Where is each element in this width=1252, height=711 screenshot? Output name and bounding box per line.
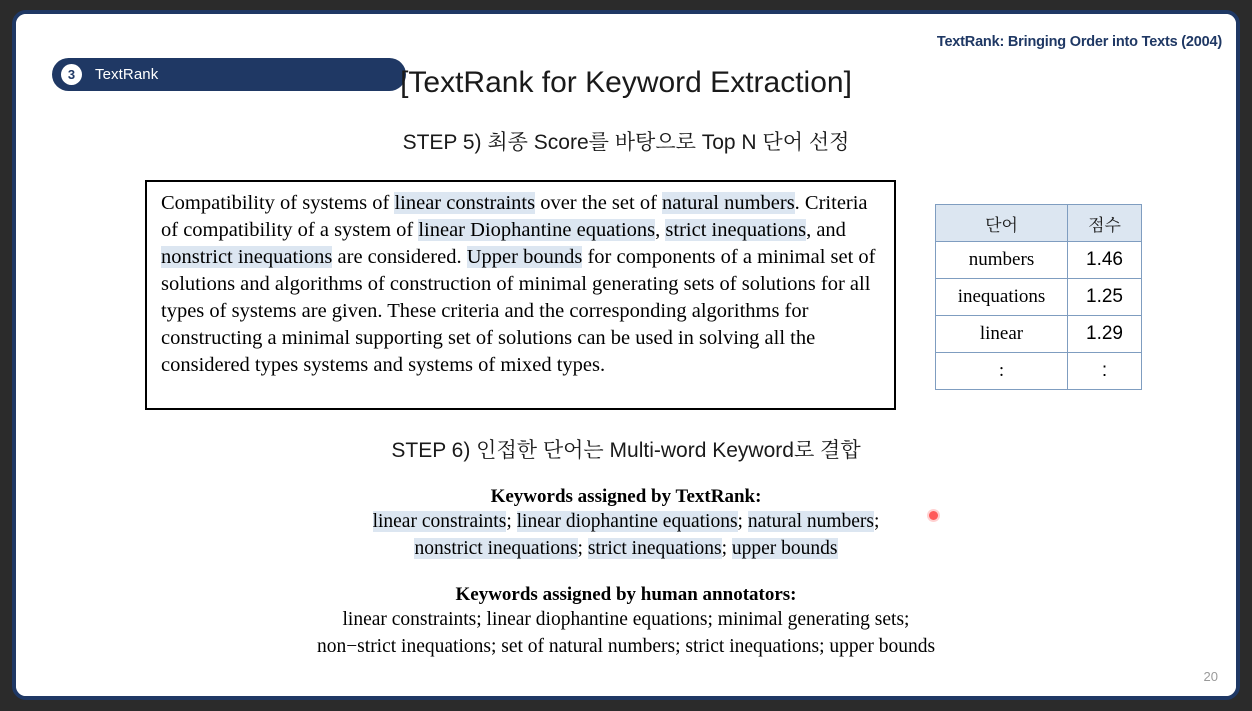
table-row (936, 242, 1142, 279)
text-run: , and (806, 219, 846, 242)
table-row (936, 316, 1142, 353)
highlighted-phrase: natural numbers (662, 192, 795, 214)
cell-word: linear (936, 316, 1068, 353)
cursor-pointer (929, 511, 938, 520)
human-keywords-list (16, 607, 1236, 661)
text-run: ; (721, 537, 732, 559)
paper-reference: TextRank: Bringing Order into Texts (2004) (936, 34, 1222, 50)
keyword-line (16, 607, 1236, 634)
textrank-keywords-heading: Keywords assigned by TextRank: (490, 486, 762, 507)
text-run: , (655, 219, 666, 242)
text-run: non−strict inequations; set of natural numbers; strict inequations; upper bounds (316, 635, 936, 657)
keyword-line (16, 536, 1236, 563)
abstract-text (161, 190, 882, 379)
table-row (936, 279, 1142, 316)
section-number-badge: 3 (61, 64, 82, 85)
highlighted-phrase: upper bounds (731, 537, 838, 559)
textrank-keywords-list (16, 509, 1236, 563)
text-run: Compatibility of systems of (161, 192, 395, 214)
abstract-text-box (145, 180, 896, 410)
highlighted-phrase: linear diophantine equations (516, 511, 738, 532)
column-header-word: 단어 (936, 205, 1068, 242)
keyword-line (16, 509, 1236, 536)
human-keywords-heading: Keywords assigned by human annotators: (455, 584, 797, 605)
section-label: TextRank (95, 66, 159, 83)
cell-score: 1.29 (1068, 316, 1142, 353)
step5-heading: STEP 5) 최종 Score를 바탕으로 Top N 단어 선정 (402, 131, 850, 154)
cell-score: 1.46 (1068, 242, 1142, 279)
text-run: ; (737, 511, 748, 532)
highlighted-phrase: linear Diophantine equations (418, 219, 656, 242)
cell-score: : (1068, 353, 1142, 390)
highlighted-phrase: nonstrict inequations (161, 246, 333, 269)
cell-word: inequations (936, 279, 1068, 316)
text-run: ; (874, 511, 880, 532)
highlighted-phrase: natural numbers (747, 511, 875, 532)
page-title: [TextRank for Keyword Extraction] (400, 66, 852, 99)
score-table (935, 204, 1142, 390)
highlighted-phrase: linear constraints (372, 511, 507, 532)
highlighted-phrase: Upper bounds (466, 246, 583, 269)
text-run: . Criteria of compatibility of a system of (161, 192, 868, 242)
cell-word: numbers (936, 242, 1068, 279)
text-run: are considered. (332, 246, 467, 269)
slide-canvas (16, 14, 1236, 696)
highlighted-phrase: strict inequations (665, 219, 807, 242)
column-header-score: 점수 (1068, 205, 1142, 242)
keyword-line (16, 634, 1236, 661)
table-row (936, 353, 1142, 390)
text-run: ; (577, 537, 588, 559)
cell-score: 1.25 (1068, 279, 1142, 316)
text-run: linear constraints; linear diophantine equations; minimal generating sets; (342, 609, 910, 630)
step6-heading: STEP 6) 인접한 단어는 Multi-word Keyword로 결합 (391, 439, 861, 462)
slide-frame (12, 10, 1240, 700)
page-number: 20 (1203, 669, 1218, 684)
table-body (936, 242, 1142, 390)
cell-word: : (936, 353, 1068, 390)
text-run: over the set of (535, 192, 663, 214)
text-run: for components of a minimal set of solutions and algorithms of construction of minimal generating sets of solutions for all types of systems are given. These criteria and the corresponding algorithms for constructing a minimal supporting set of solutions can be used in solving all the considered types systems and systems of mixed types. (161, 246, 876, 377)
highlighted-phrase: strict inequations (587, 537, 722, 559)
highlighted-phrase: linear constraints (394, 192, 536, 214)
text-run: ; (506, 511, 517, 532)
highlighted-phrase: nonstrict inequations (414, 537, 578, 559)
table-header-row (936, 205, 1142, 242)
